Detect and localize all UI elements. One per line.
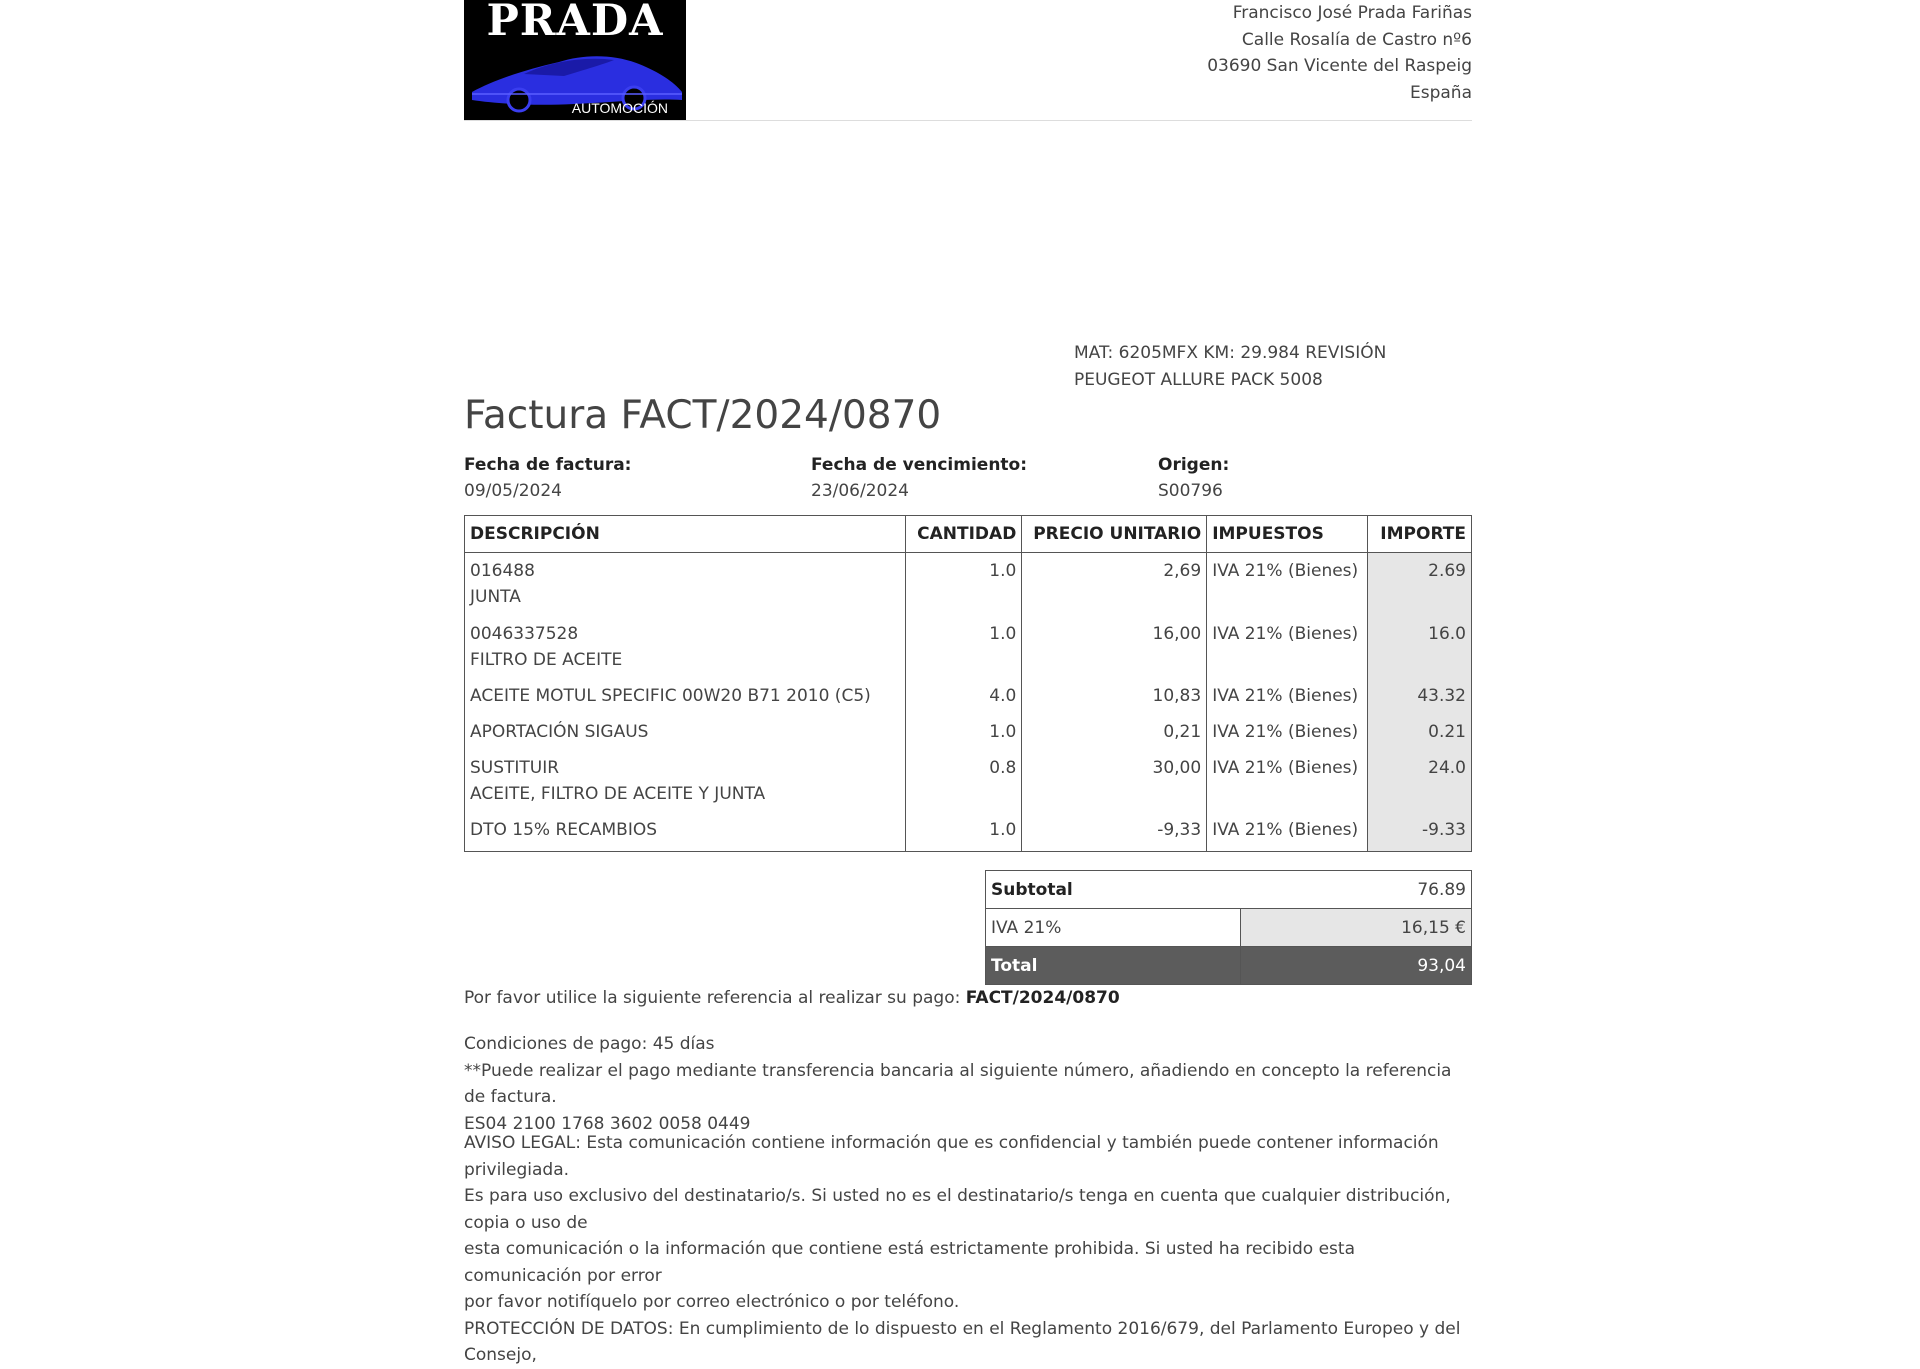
cell-description — [465, 616, 906, 678]
origin-block — [1158, 452, 1229, 504]
col-header-quantity: CANTIDAD — [906, 516, 1022, 553]
table-row — [465, 750, 1472, 812]
table-header-row — [465, 516, 1472, 553]
cell-amount: 2.69 — [1368, 553, 1472, 616]
company-address — [1207, 0, 1472, 106]
due-date-value: 23/06/2024 — [811, 481, 909, 501]
vehicle-line-1: MAT: 6205MFX KM: 29.984 REVISIÓN — [1074, 343, 1387, 363]
cell-taxes: IVA 21% (Bienes) — [1207, 616, 1368, 678]
col-header-description: DESCRIPCIÓN — [465, 516, 906, 553]
table-row — [465, 714, 1472, 750]
subtotal-row — [986, 871, 1472, 909]
cell-amount: -9.33 — [1368, 812, 1472, 852]
subtotal-value: 76.89 — [1240, 871, 1472, 909]
table-row — [465, 812, 1472, 852]
cell-taxes: IVA 21% (Bienes) — [1207, 553, 1368, 616]
cell-taxes: IVA 21% (Bienes) — [1207, 812, 1368, 852]
description-code: 016488 — [470, 561, 535, 581]
invoice-page — [464, 0, 1472, 1365]
subtotal-label: Subtotal — [986, 871, 1241, 909]
legal-notice — [464, 1130, 1472, 1369]
invoice-title: Factura FACT/2024/0870 — [464, 393, 942, 438]
due-date-block — [811, 452, 1027, 504]
cell-taxes: IVA 21% (Bienes) — [1207, 714, 1368, 750]
table-row — [465, 616, 1472, 678]
origin-label: Origen: — [1158, 455, 1230, 475]
tax-value: 16,15 € — [1240, 909, 1472, 947]
cell-description: ACEITE MOTUL SPECIFIC 00W20 B71 2010 (C5) — [465, 678, 906, 714]
due-date-label: Fecha de vencimiento: — [811, 455, 1028, 475]
company-country: España — [1410, 82, 1472, 103]
payment-conditions: Condiciones de pago: 45 días — [464, 1034, 715, 1054]
col-header-amount: IMPORTE — [1368, 516, 1472, 553]
cell-quantity: 0.8 — [906, 750, 1022, 812]
header-divider — [464, 120, 1472, 121]
payment-conditions-block — [464, 1031, 1472, 1137]
cell-unit-price: 10,83 — [1022, 678, 1207, 714]
cell-amount: 24.0 — [1368, 750, 1472, 812]
cell-quantity: 4.0 — [906, 678, 1022, 714]
cell-unit-price: -9,33 — [1022, 812, 1207, 852]
tax-row — [986, 909, 1472, 947]
legal-line: Es para uso exclusivo del destinatario/s. Si usted no es el destinatario/s tenga en cuenta que cualquier distribución, copia o uso de — [464, 1186, 1451, 1233]
totals-table — [985, 870, 1472, 985]
cell-description: APORTACIÓN SIGAUS — [465, 714, 906, 750]
transfer-note: **Puede realizar el pago mediante transferencia bancaria al siguiente número, añadiendo en concepto la referencia de factura. — [464, 1060, 1452, 1107]
legal-line: esta comunicación o la información que contiene está estrictamente prohibida. Si usted ha recibido esta comunicación por error — [464, 1239, 1355, 1286]
company-logo — [464, 0, 686, 120]
total-label: Total — [986, 947, 1241, 985]
invoice-lines-table — [464, 515, 1472, 852]
cell-unit-price: 30,00 — [1022, 750, 1207, 812]
description-code: SUSTITUIR — [470, 757, 560, 778]
cell-description — [465, 553, 906, 616]
invoice-date-value: 09/05/2024 — [464, 481, 562, 501]
company-name: Francisco José Prada Fariñas — [1232, 3, 1472, 23]
legal-line: por favor notifíquelo por correo electrónico o por teléfono. — [464, 1292, 960, 1312]
tax-label: IVA 21% — [986, 909, 1241, 947]
cell-amount: 0.21 — [1368, 714, 1472, 750]
cell-amount: 16.0 — [1368, 616, 1472, 678]
payment-reference — [464, 985, 1472, 1012]
vehicle-line-2: PEUGEOT ALLURE PACK 5008 — [1074, 370, 1323, 390]
origin-value: S00796 — [1158, 481, 1223, 501]
cell-taxes: IVA 21% (Bienes) — [1207, 750, 1368, 812]
legal-line: AVISO LEGAL: Esta comunicación contiene información que es confidencial y también puede contener información privilegiada. — [464, 1133, 1439, 1180]
invoice-date-block — [464, 452, 631, 504]
payment-reference-text: Por favor utilice la siguiente referencia al realizar su pago: — [464, 988, 961, 1008]
description-text: JUNTA — [470, 587, 521, 607]
payment-reference-value: FACT/2024/0870 — [965, 988, 1120, 1008]
logo-brand-text: PRADA — [486, 0, 664, 46]
company-street: Calle Rosalía de Castro nº6 — [1241, 29, 1472, 50]
invoice-date-label: Fecha de factura: — [464, 455, 632, 475]
logo-subtext: AUTOMOCIÓN — [571, 100, 668, 116]
cell-quantity: 1.0 — [906, 616, 1022, 678]
total-value: 93,04 — [1240, 947, 1472, 985]
cell-quantity: 1.0 — [906, 553, 1022, 616]
cell-amount: 43.32 — [1368, 678, 1472, 714]
cell-quantity: 1.0 — [906, 714, 1022, 750]
col-header-taxes: IMPUESTOS — [1207, 516, 1368, 553]
description-code: 0046337528 — [470, 623, 579, 644]
table-row — [465, 553, 1472, 616]
cell-unit-price: 16,00 — [1022, 616, 1207, 678]
cell-unit-price: 2,69 — [1022, 553, 1207, 616]
cell-description: DTO 15% RECAMBIOS — [465, 812, 906, 852]
iban: ES04 2100 1768 3602 0058 0449 — [464, 1113, 751, 1134]
cell-quantity: 1.0 — [906, 812, 1022, 852]
total-row — [986, 947, 1472, 985]
legal-line: PROTECCIÓN DE DATOS: En cumplimiento de lo dispuesto en el Reglamento 2016/679, del Parlamento Europeo y del Consejo, — [464, 1318, 1461, 1365]
company-city: 03690 San Vicente del Raspeig — [1207, 56, 1472, 76]
description-text: FILTRO DE ACEITE — [470, 649, 623, 670]
table-row — [465, 678, 1472, 714]
col-header-unit-price: PRECIO UNITARIO — [1022, 516, 1207, 553]
cell-description — [465, 750, 906, 812]
cell-taxes: IVA 21% (Bienes) — [1207, 678, 1368, 714]
description-text: ACEITE, FILTRO DE ACEITE Y JUNTA — [470, 783, 766, 804]
vehicle-info — [1074, 340, 1386, 394]
cell-unit-price: 0,21 — [1022, 714, 1207, 750]
